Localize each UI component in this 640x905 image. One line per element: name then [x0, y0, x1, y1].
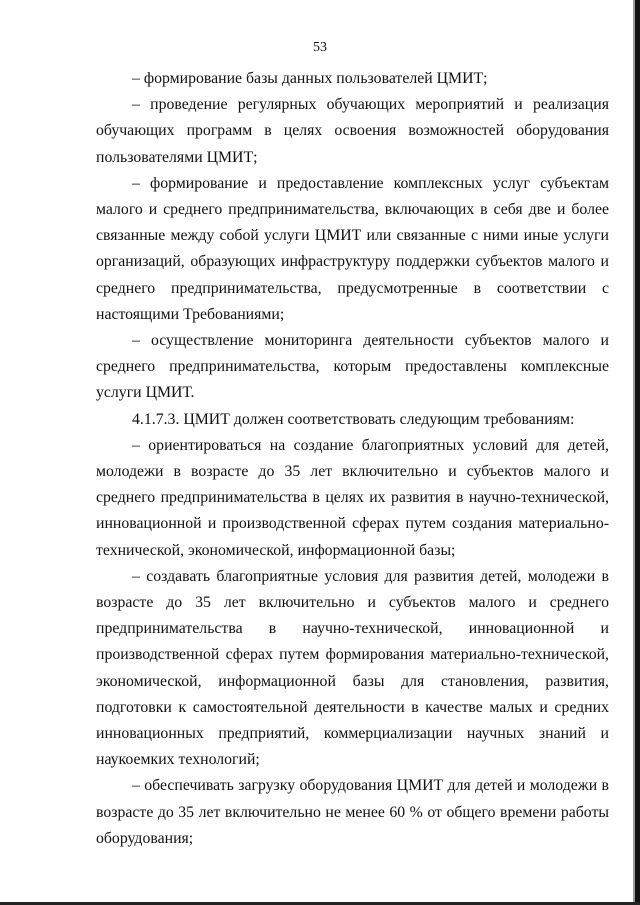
paragraph: – ориентироваться на создание благоприятных условий для детей, молодежи в возрасте до 35 лет включительно и субъектов малого и среднего предпринимательства в целях их развития в научно-технической, инновационной и производственной сферах путем создания материально-технической, экономической, информационной базы;: [96, 436, 609, 559]
paragraph: – осуществление мониторинга деятельности субъектов малого и среднего предпринимательства, которым предоставлены комплексные услуги ЦМИТ.: [96, 332, 609, 402]
paragraph: – проведение регулярных обучающих мероприятий и реализация обучающих программ в целях освоения возможностей оборудования пользователями ЦМИТ;: [96, 96, 609, 166]
paragraph: – создавать благоприятные условия для развития детей, молодежи в возрасте до 35 лет включительно и субъектов малого и среднего предпринимательства в научно-технической, инновационной и производственной сферах путем формирования материально-технической, экономической, информационной базы для становления, развития, подготовки к самостоятельной деятельности в качестве малых и средних инновационных предприятий, коммерциализации научных знаний и наукоемких технологий;: [96, 567, 609, 769]
paragraph: – формирование и предоставление комплексных услуг субъектам малого и среднего предпринимательства, включающих в себя две и более связанные между собой услуги ЦМИТ или связанные с ними иные услуги организаций, образующих инфраструктуру поддержки субъектов малого и среднего предпринимательства, предусмотренные в соответствии с настоящими Требованиями;: [96, 174, 609, 323]
page-number: 53: [313, 40, 327, 55]
scan-edge-right: [635, 0, 640, 905]
paragraph: 4.1.7.3. ЦМИТ должен соответствовать следующим требованиям:: [132, 410, 575, 428]
document-body: [96, 66, 609, 852]
paragraph: – обеспечивать загрузку оборудования ЦМИТ для детей и молодежи в возрасте до 35 лет включительно не менее 60 % от общего времени работы оборудования;: [96, 777, 609, 847]
paragraph: – формирование базы данных пользователей ЦМИТ;: [132, 70, 488, 87]
